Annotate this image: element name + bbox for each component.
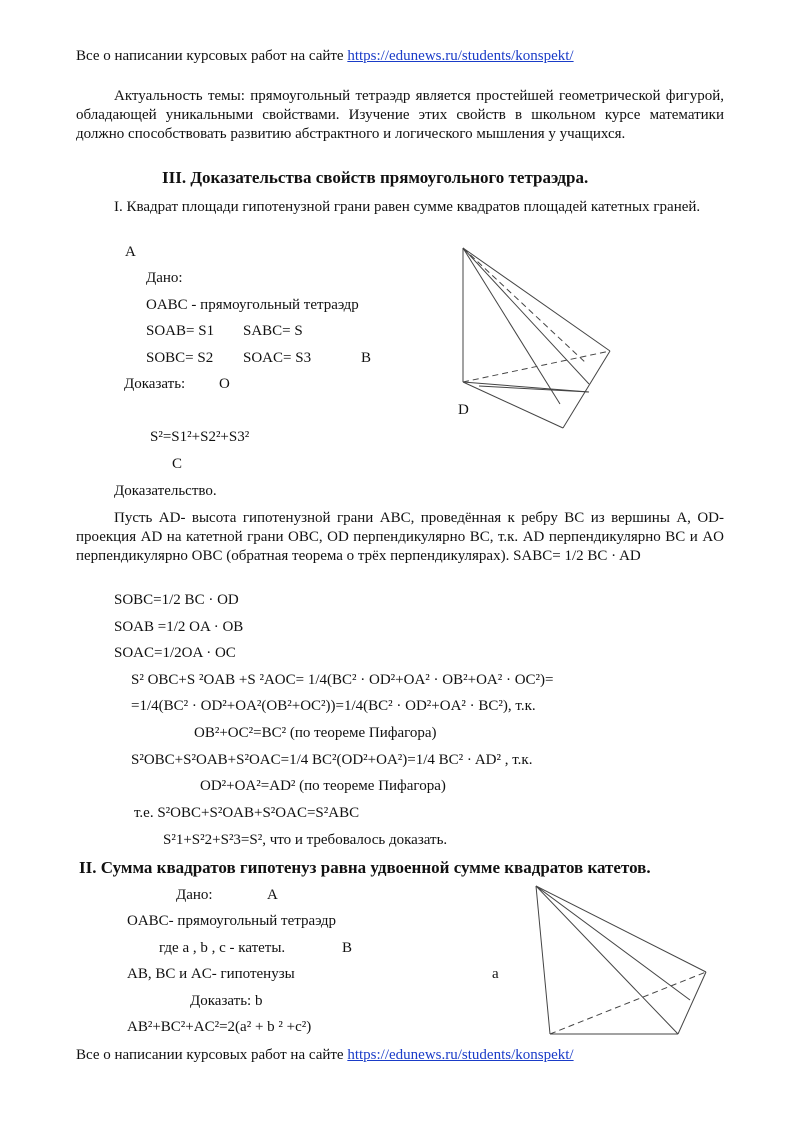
label-c-vertex: C	[172, 456, 183, 472]
equation-5: =1/4(BC² · OD²+OA²(OB²+OC²))=1/4(BC² · OD²+OA² · BC²), т.к.	[131, 698, 536, 714]
label-a-leg: a	[492, 966, 499, 982]
tetrahedron-figure-1	[455, 244, 615, 434]
label-a-vertex-2: A	[267, 887, 278, 903]
label-a-vertex: A	[125, 244, 136, 260]
given-label-2: Дано:	[176, 887, 213, 903]
equation-2: SOAB =1/2 OA · OB	[114, 619, 244, 635]
header-text: Все о написании курсовых работ на сайте	[76, 48, 344, 64]
given-s2: SOBC= S2	[146, 350, 214, 366]
equation-7: S²OBC+S²OAB+S²OAC=1/4 BC²(OD²+OA²)=1/4 BC² · AD² , т.к.	[131, 752, 533, 768]
page-footer	[76, 1047, 574, 1064]
footer-text: Все о написании курсовых работ на сайте	[76, 1047, 344, 1063]
proof-title: Доказательство.	[114, 483, 217, 499]
equation-9: т.е. S²OBC+S²OAB+S²OAC=S²ABC	[134, 805, 360, 821]
section-2-title: II. Сумма квадратов гипотенуз равна удвоенной сумме квадратов катетов.	[79, 858, 651, 877]
tetrahedron-figure-2	[530, 882, 720, 1042]
equation-10: S²1+S²2+S²3=S², что и требовалось доказать.	[163, 832, 448, 848]
given-oabc-2: OABC- прямоугольный тетраэдр	[127, 913, 336, 929]
item-1-statement: I. Квадрат площади гипотенузной грани равен сумме квадратов площадей катетных граней.	[114, 199, 701, 215]
footer-link[interactable]: https://edunews.ru/students/konspekt/	[347, 1047, 574, 1063]
proof-paragraph: Пусть AD- высота гипотенузной грани ABC, проведённая к ребру BC из вершины A, OD- проекция AD на катетной грани OBC, OD перпендикулярно BC, т.к. AD перпендикулярно BC и AO перпендикулярно OBC (обратная теорема о трёх перпендикулярах). SABC= 1/2 BC · AD	[76, 510, 724, 564]
prove-formula-2: AB²+BC²+AC²=2(a² + b ² +c²)	[127, 1019, 312, 1035]
label-b-vertex-2: B	[342, 940, 353, 956]
prove-formula: S²=S1²+S2²+S3²	[150, 429, 250, 445]
given-hypotenuses: AB, BC и AC- гипотенузы	[127, 966, 295, 982]
given-legs: где a , b , c - катеты.	[159, 940, 286, 956]
given-oabc: OABC - прямоугольный тетраэдр	[146, 297, 359, 313]
prove-label-2: Доказать: b	[190, 993, 263, 1009]
equation-8: OD²+OA²=AD² (по теореме Пифагора)	[200, 778, 446, 794]
label-b-vertex: B	[361, 350, 372, 366]
equation-1: SOBC=1/2 BC · OD	[114, 592, 239, 608]
given-s1: SOAB= S1	[146, 323, 215, 339]
equation-6: OB²+OC²=BC² (по теореме Пифагора)	[194, 725, 437, 741]
label-o-vertex: O	[219, 376, 230, 392]
given-s3: SOAC= S3	[243, 350, 312, 366]
page-header	[76, 48, 574, 65]
intro-paragraph: Актуальность темы: прямоугольный тетраэдр является простейшей геометрической фигурой, обладающей уникальными свойствами. Изучение этих свойств в школьном курсе математики должно способствовать развитию абстрактного и логического мышления у учащихся.	[76, 88, 724, 142]
given-s: SABC= S	[243, 323, 303, 339]
given-label: Дано:	[146, 270, 183, 286]
equation-3: SOAC=1/2OA · OC	[114, 645, 236, 661]
prove-label: Доказать:	[124, 376, 186, 392]
header-link[interactable]: https://edunews.ru/students/konspekt/	[347, 48, 574, 64]
section-3-title: III. Доказательства свойств прямоугольного тетраэдра.	[162, 168, 589, 187]
label-d-vertex: D	[458, 402, 469, 418]
equation-4: S² OBC+S ²OAB +S ²AOC= 1/4(BC² · OD²+OA² · OB²+OA² · OC²)=	[131, 672, 554, 688]
